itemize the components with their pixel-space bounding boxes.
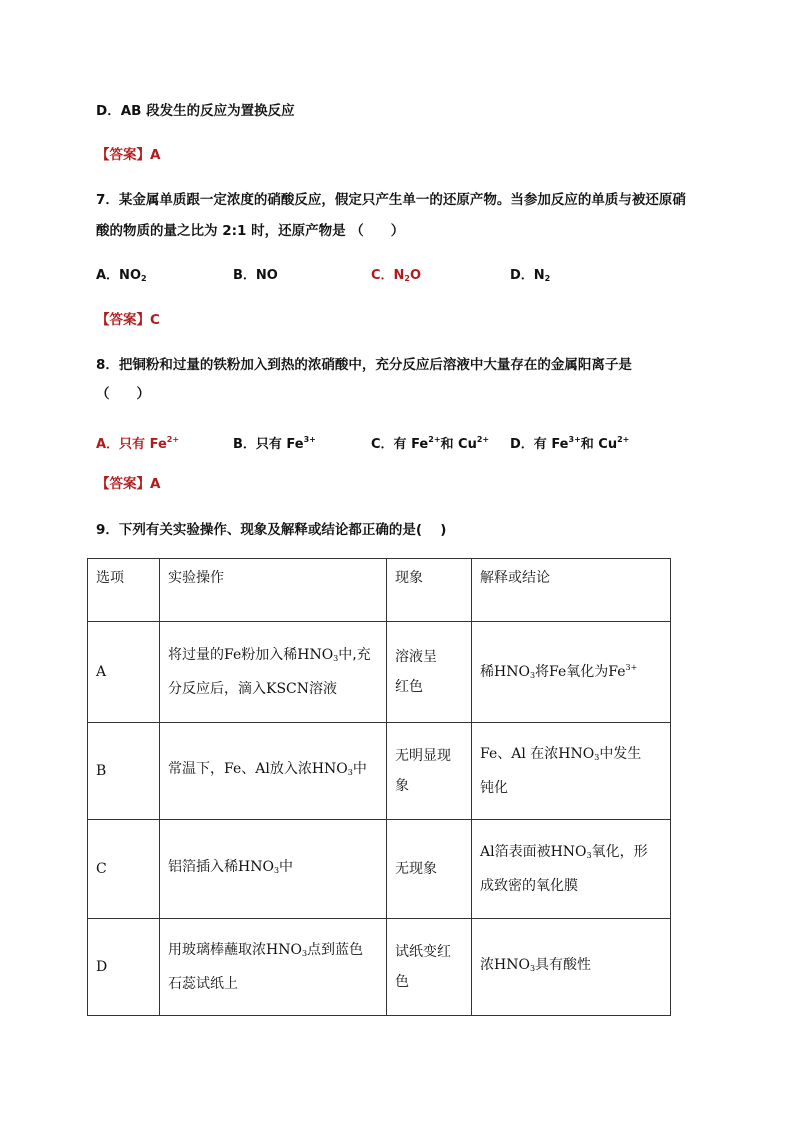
q6-option-d: D．AB 段发生的反应为置换反应 xyxy=(96,103,295,119)
q7-answer xyxy=(96,311,160,329)
conclusion-cell: Fe、Al 在浓$HNO_3$中发生 钝化 xyxy=(472,723,671,820)
q7-option-b: B．NO xyxy=(233,268,278,283)
table-row xyxy=(88,622,671,723)
q8-option-a: A．只有 $Fe^{2+}$ xyxy=(96,435,180,452)
header-operation: 实验操作 xyxy=(160,559,387,622)
conclusion-cell: 稀$HNO_3$将Fe氧化为$Fe^{3+}$ xyxy=(472,622,671,723)
phenomenon-cell: 溶液呈 红色 xyxy=(387,622,472,723)
q6-answer xyxy=(96,146,160,164)
row-label: A xyxy=(88,622,160,723)
conclusion-cell: Al箔表面被$HNO_3$氧化，形 成致密的氧化膜 xyxy=(472,820,671,919)
phenomenon-cell: 试纸变红 色 xyxy=(387,919,472,1016)
row-label: C xyxy=(88,820,160,919)
table-row xyxy=(88,820,671,919)
table-row xyxy=(88,919,671,1016)
row-label: B xyxy=(88,723,160,820)
answer-label: 【答案】 xyxy=(96,312,150,328)
answer-value: A xyxy=(150,476,161,492)
header-option: 选项 xyxy=(88,559,160,622)
q8-option-c: C．有 $Fe^{2+}$和 $Cu^{2+}$ xyxy=(371,435,490,452)
q7-stem-line1: 7．某金属单质跟一定浓度的硝酸反应，假定只产生单一的还原产物。当参加反应的单质与被还原硝 xyxy=(96,192,686,208)
q9-table xyxy=(87,558,671,1016)
answer-value: A xyxy=(150,147,161,163)
answer-label: 【答案】 xyxy=(96,147,150,163)
table-row xyxy=(88,723,671,820)
q7-option-c: C．$N_2O$ xyxy=(371,268,422,283)
header-phenomenon: 现象 xyxy=(387,559,472,622)
operation-cell: 将过量的Fe粉加入稀$HNO_3$中,充 分反应后，滴入KSCN溶液 xyxy=(160,622,387,723)
q7-option-d: D．$N_2$ xyxy=(510,268,551,283)
answer-value: C xyxy=(150,312,160,328)
q7-stem-line2: 酸的物质的量之比为 2:1 时，还原产物是 （ ） xyxy=(96,223,405,239)
answer-label: 【答案】 xyxy=(96,476,150,492)
q9-stem: 9．下列有关实验操作、现象及解释或结论都正确的是( ) xyxy=(96,522,447,538)
q8-answer xyxy=(96,475,160,493)
q7-option-a: A．$NO_2$ xyxy=(96,268,147,283)
table-header-row xyxy=(88,559,671,622)
operation-cell: 用玻璃棒蘸取浓$HNO_3$点到蓝色 石蕊试纸上 xyxy=(160,919,387,1016)
phenomenon-cell: 无现象 xyxy=(387,820,472,919)
operation-cell: 铝箔插入稀$HNO_3$中 xyxy=(160,820,387,919)
phenomenon-cell: 无明显现 象 xyxy=(387,723,472,820)
q8-option-b: B．只有 $Fe^{3+}$ xyxy=(233,435,316,452)
header-conclusion: 解释或结论 xyxy=(472,559,671,622)
row-label: D xyxy=(88,919,160,1016)
q8-stem-line1: 8．把铜粉和过量的铁粉加入到热的浓硝酸中，充分反应后溶液中大量存在的金属阳离子是 xyxy=(96,357,632,373)
conclusion-cell: 浓$HNO_3$具有酸性 xyxy=(472,919,671,1016)
q8-option-d: D．有 $Fe^{3+}$和 $Cu^{2+}$ xyxy=(510,435,630,452)
operation-cell: 常温下，Fe、Al放入浓$HNO_3$中 xyxy=(160,723,387,820)
q8-stem-line2: （ ） xyxy=(96,386,150,402)
